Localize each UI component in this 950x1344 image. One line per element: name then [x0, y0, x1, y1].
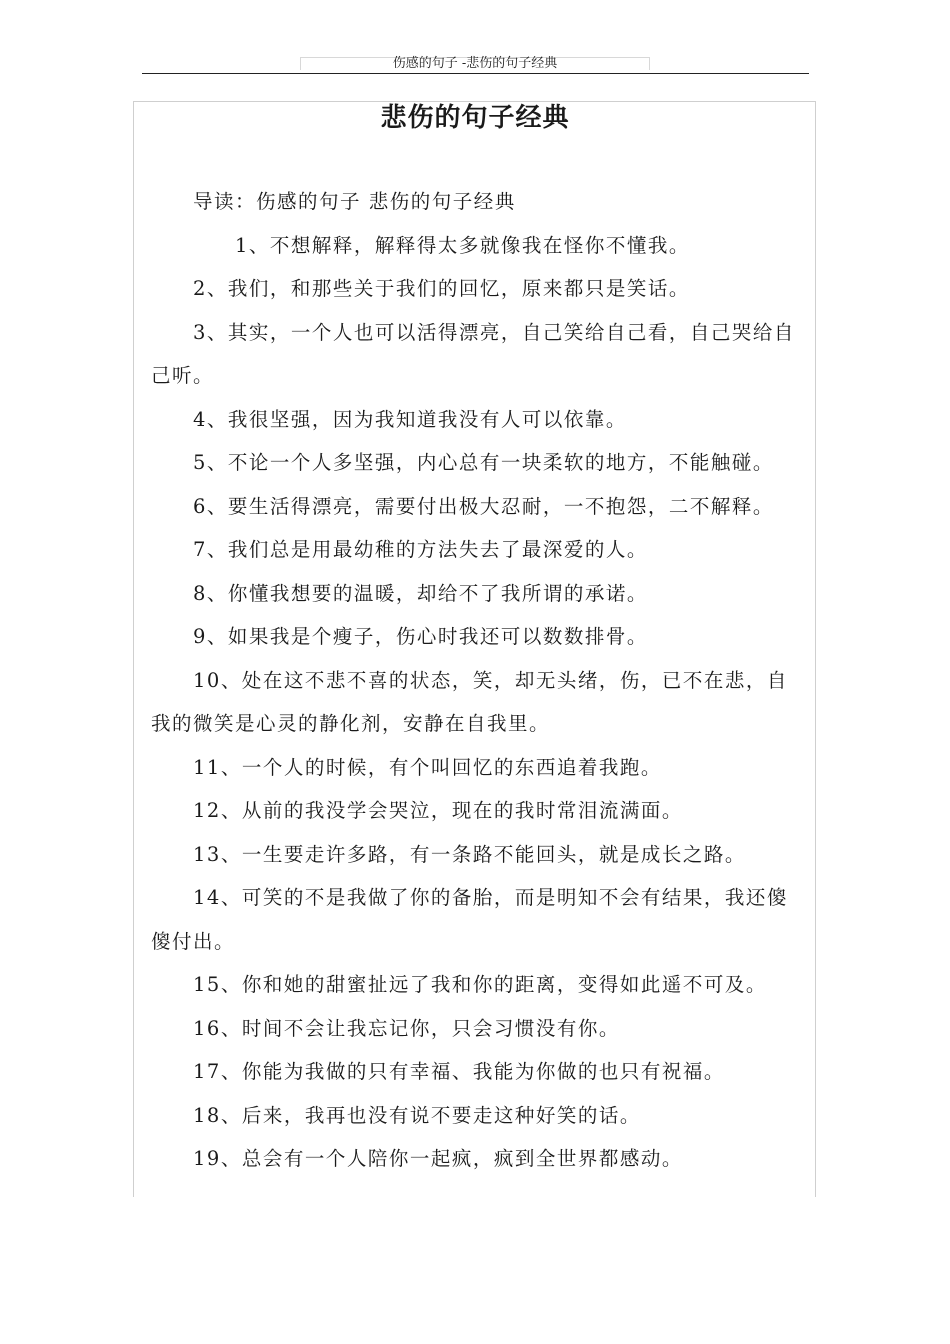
list-item: 2、我们，和那些关于我们的回忆，原来都只是笑话。	[193, 277, 690, 300]
list-item: 1、不想解释，解释得太多就像我在怪你不懂我。	[235, 233, 690, 257]
running-header: 伤感的句子 -悲伤的句子经典	[392, 56, 558, 71]
list-item: 3、其实，一个人也可以活得漂亮，自己笑给自己看，自己哭给自己听。	[151, 320, 795, 387]
list-item: 8、你懂我想要的温暖，却给不了我所谓的承诺。	[193, 581, 648, 605]
list-item: 11、一个人的时候，有个叫回忆的东西追着我跑。	[193, 755, 662, 779]
list-item: 13、一生要走许多路，有一条路不能回头，就是成长之路。	[193, 842, 746, 866]
list-item: 15、你和她的甜蜜扯远了我和你的距离，变得如此遥不可及。	[193, 973, 767, 996]
list-item: 17、你能为我做的只有幸福、我能为你做的也只有祝福。	[193, 1060, 725, 1083]
list-item: 10、处在这不悲不喜的状态，笑，却无头绪，伤，已不在悲，自我的微笑是心灵的静化剂，安静在自我里。	[151, 668, 788, 735]
list-item: 12、从前的我没学会哭泣，现在的我时常泪流满面。	[193, 799, 683, 822]
list-item: 4、我很坚强，因为我知道我没有人可以依靠。	[193, 407, 627, 431]
list-item: 6、要生活得漂亮，需要付出极大忍耐，一不抱怨，二不解释。	[193, 494, 774, 518]
document-body	[151, 180, 803, 1181]
list-item: 19、总会有一个人陪你一起疯，疯到全世界都感动。	[193, 1147, 683, 1170]
intro-line: 导读：伤感的句子 悲伤的句子经典	[193, 190, 516, 213]
list-item: 18、后来，我再也没有说不要走这种好笑的话。	[193, 1103, 641, 1127]
document-title: 悲伤的句子经典	[380, 103, 570, 133]
header-rule	[142, 73, 809, 74]
list-item: 14、可笑的不是我做了你的备胎，而是明知不会有结果，我还傻傻付出。	[151, 886, 788, 953]
list-item: 9、如果我是个瘦子，伤心时我还可以数数排骨。	[193, 625, 648, 648]
list-item: 16、时间不会让我忘记你，只会习惯没有你。	[193, 1016, 620, 1040]
list-item: 7、我们总是用最幼稚的方法失去了最深爱的人。	[193, 538, 648, 561]
list-item: 5、不论一个人多坚强，内心总有一块柔软的地方，不能触碰。	[193, 451, 774, 474]
